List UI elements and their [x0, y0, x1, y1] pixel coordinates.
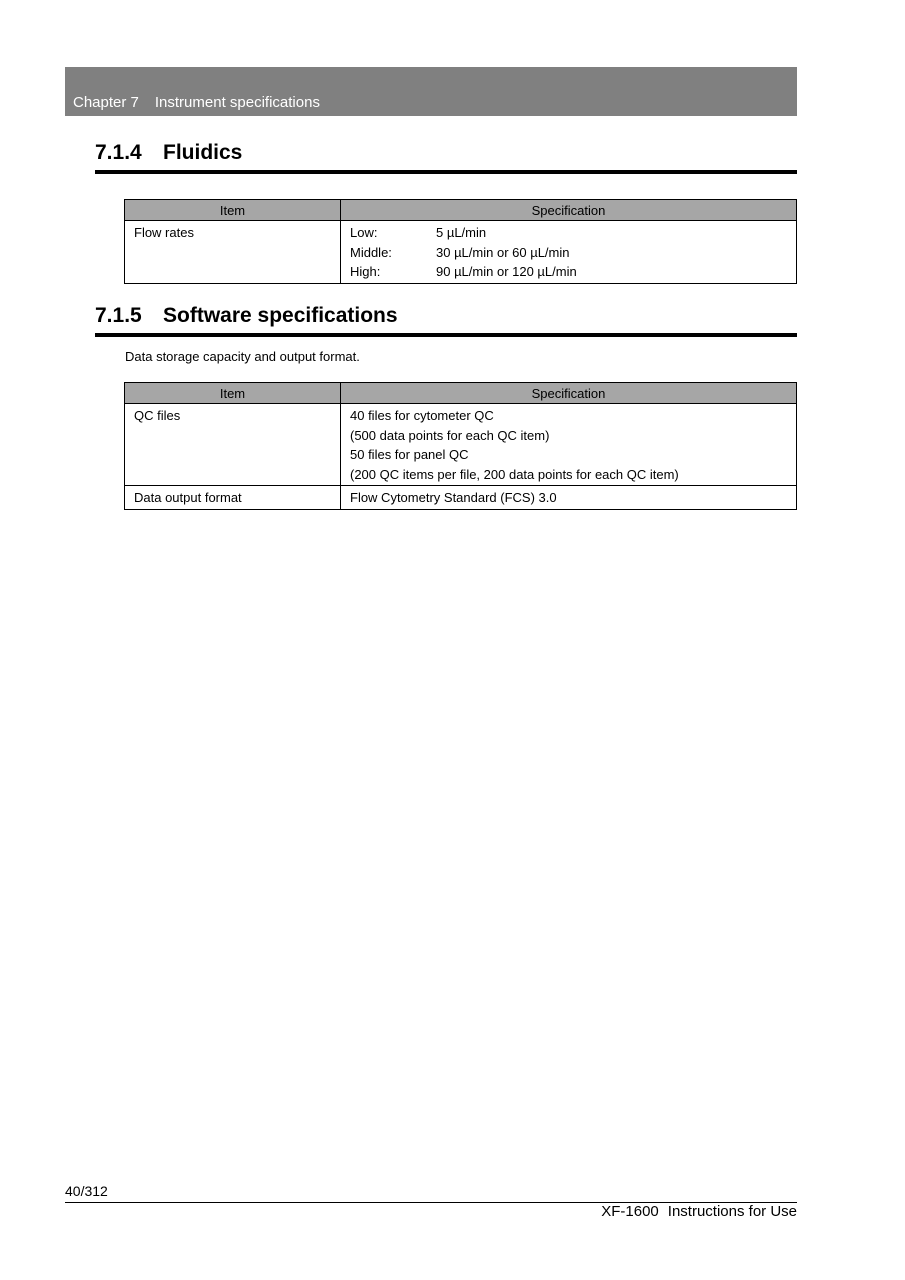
- column-header-specification: Specification: [341, 383, 797, 404]
- column-header-item: Item: [125, 200, 341, 221]
- spec-line: 40 files for cytometer QC: [350, 408, 494, 423]
- rate-value: 5 µL/min: [436, 225, 487, 240]
- item-cell: Flow rates: [125, 221, 341, 284]
- section-title: Fluidics: [163, 141, 243, 164]
- chapter-heading: [73, 94, 320, 111]
- spec-line: (500 data points for each QC item): [350, 427, 550, 443]
- table-header-row: [125, 383, 797, 404]
- rate-value: 90 µL/min or 120 µL/min: [436, 264, 577, 280]
- rate-value: 30 µL/min or 60 µL/min: [436, 244, 570, 260]
- page-number: 40/312: [65, 1183, 108, 1199]
- specification-cell: [341, 486, 797, 510]
- chapter-number: Chapter 7: [73, 94, 139, 111]
- table-row: [125, 486, 797, 510]
- column-header-specification: Specification: [341, 200, 797, 221]
- rate-label: Low:: [350, 225, 378, 240]
- column-header-item: Item: [125, 383, 341, 404]
- table-header-row: [125, 200, 797, 221]
- section-rule: [95, 333, 797, 337]
- spec-line: (200 QC items per file, 200 data points for each QC item): [350, 466, 679, 482]
- item-cell: QC files: [125, 404, 341, 486]
- specification-cell: [341, 404, 797, 486]
- fluidics-table: [124, 199, 797, 284]
- rate-label: High:: [350, 264, 381, 280]
- rate-line-middle: [350, 243, 787, 263]
- doc-title: Instructions for Use: [667, 1203, 797, 1220]
- spec-line: 50 files for panel QC: [350, 447, 469, 463]
- item-cell: Data output format: [125, 486, 341, 510]
- section-heading-software: [95, 304, 797, 328]
- rate-label: Middle:: [350, 244, 392, 260]
- software-table: [124, 382, 797, 510]
- rate-line-high: [350, 262, 787, 282]
- rate-line-low: [350, 223, 787, 243]
- table-row: [125, 221, 797, 284]
- section-heading-fluidics: [95, 141, 797, 165]
- section-number: 7.1.5: [95, 304, 142, 327]
- chapter-title: Instrument specifications: [154, 94, 320, 111]
- document-title: [601, 1203, 797, 1220]
- section-title: Software specifications: [163, 304, 398, 327]
- specification-cell: [341, 221, 797, 284]
- chapter-header: [65, 67, 797, 116]
- spec-line: Flow Cytometry Standard (FCS) 3.0: [350, 490, 557, 506]
- section-rule: [95, 170, 797, 174]
- section-number: 7.1.4: [95, 141, 142, 164]
- section-intro: Data storage capacity and output format.: [125, 349, 360, 364]
- model-name: XF-1600: [601, 1203, 659, 1220]
- table-row: [125, 404, 797, 486]
